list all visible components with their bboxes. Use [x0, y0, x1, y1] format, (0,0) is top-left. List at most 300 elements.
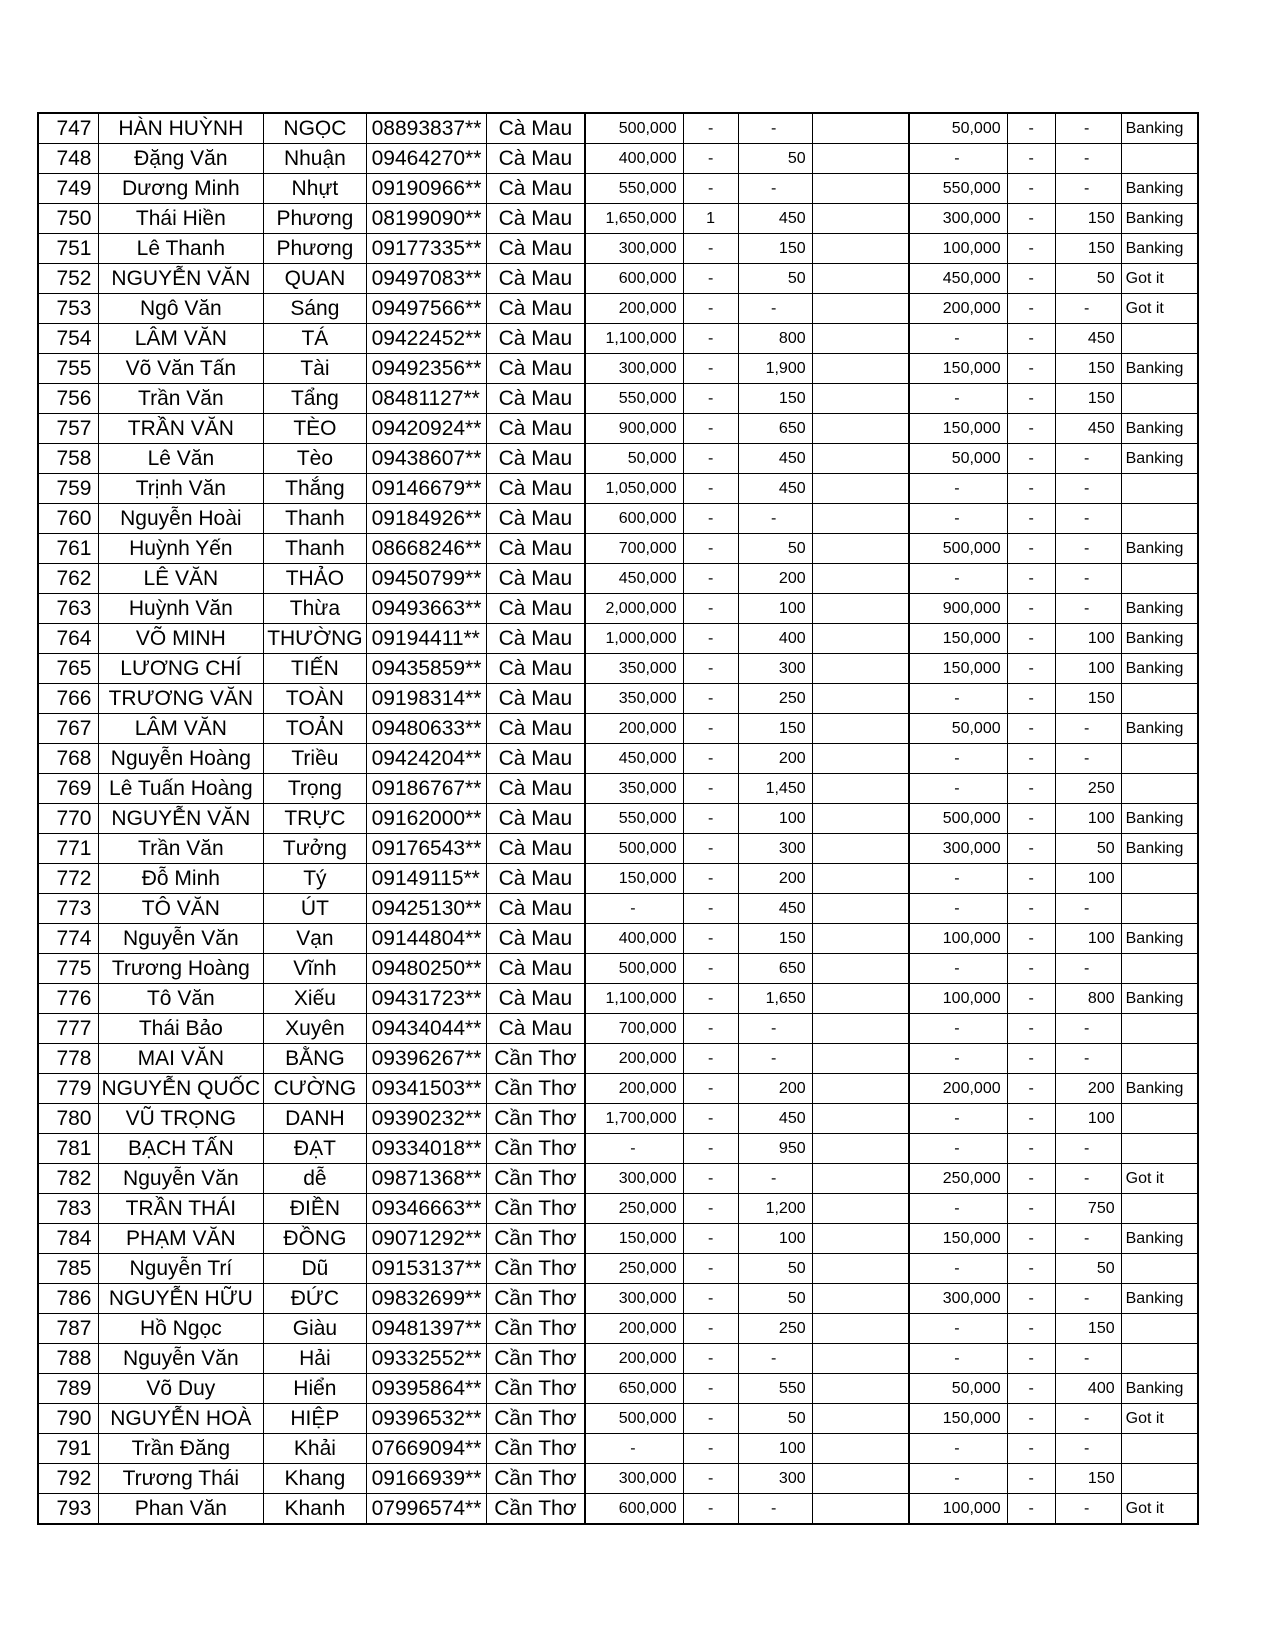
amount-1: 300,000 — [585, 354, 683, 384]
count-d: - — [1007, 414, 1055, 444]
count-b: 250 — [738, 1314, 812, 1344]
province: Cà Mau — [486, 714, 585, 744]
payment-status: Banking — [1121, 534, 1198, 564]
note-cell — [812, 504, 909, 534]
amount-2: 50,000 — [909, 714, 1007, 744]
count-d: - — [1007, 654, 1055, 684]
payment-status: Banking — [1121, 834, 1198, 864]
family-name: NGUYỄN HOÀ — [98, 1404, 264, 1434]
row-number: 789 — [38, 1374, 98, 1404]
amount-1: 1,100,000 — [585, 984, 683, 1014]
amount-2: - — [909, 1434, 1007, 1464]
phone-number: 09390232** — [366, 1104, 486, 1134]
note-cell — [812, 234, 909, 264]
count-a: - — [683, 564, 738, 594]
given-name: Phương — [264, 234, 366, 264]
note-cell — [812, 1314, 909, 1344]
payment-status — [1121, 894, 1198, 924]
given-name: ĐIỀN — [264, 1194, 366, 1224]
phone-number: 09871368** — [366, 1164, 486, 1194]
payment-status — [1121, 1014, 1198, 1044]
family-name: VÕ MINH — [98, 624, 264, 654]
count-d: - — [1007, 564, 1055, 594]
count-b: 250 — [738, 684, 812, 714]
row-number: 757 — [38, 414, 98, 444]
count-e: - — [1055, 1224, 1121, 1254]
amount-2: - — [909, 744, 1007, 774]
count-e: - — [1055, 1434, 1121, 1464]
count-a: - — [683, 534, 738, 564]
table-row — [38, 654, 1198, 684]
family-name: MAI VĂN — [98, 1044, 264, 1074]
payment-status — [1121, 564, 1198, 594]
note-cell — [812, 564, 909, 594]
phone-number: 09425130** — [366, 894, 486, 924]
table-row — [38, 1014, 1198, 1044]
count-e: 150 — [1055, 1314, 1121, 1344]
given-name: Giàu — [264, 1314, 366, 1344]
family-name: TRƯƠNG VĂN — [98, 684, 264, 714]
note-cell — [812, 174, 909, 204]
count-e: - — [1055, 1344, 1121, 1374]
count-d: - — [1007, 174, 1055, 204]
amount-2: 500,000 — [909, 804, 1007, 834]
amount-1: 550,000 — [585, 804, 683, 834]
count-e: 50 — [1055, 264, 1121, 294]
province: Cà Mau — [486, 804, 585, 834]
phone-number: 09480250** — [366, 954, 486, 984]
amount-2: - — [909, 1134, 1007, 1164]
payment-status: Banking — [1121, 1374, 1198, 1404]
given-name: Phương — [264, 204, 366, 234]
row-number: 785 — [38, 1254, 98, 1284]
table-row — [38, 414, 1198, 444]
given-name: ĐỨC — [264, 1284, 366, 1314]
amount-2: - — [909, 954, 1007, 984]
note-cell — [812, 384, 909, 414]
row-number: 790 — [38, 1404, 98, 1434]
table-row — [38, 1224, 1198, 1254]
count-d: - — [1007, 474, 1055, 504]
count-a: - — [683, 1044, 738, 1074]
count-d: - — [1007, 894, 1055, 924]
amount-1: 700,000 — [585, 1014, 683, 1044]
payment-status: Banking — [1121, 354, 1198, 384]
count-e: 800 — [1055, 984, 1121, 1014]
phone-number: 09071292** — [366, 1224, 486, 1254]
row-number: 783 — [38, 1194, 98, 1224]
amount-2: - — [909, 324, 1007, 354]
province: Cần Thơ — [486, 1404, 585, 1434]
table-row — [38, 834, 1198, 864]
amount-2: 300,000 — [909, 204, 1007, 234]
row-number: 769 — [38, 774, 98, 804]
province: Cà Mau — [486, 294, 585, 324]
given-name: HIỆP — [264, 1404, 366, 1434]
given-name: Hiển — [264, 1374, 366, 1404]
phone-number: 07669094** — [366, 1434, 486, 1464]
note-cell — [812, 1494, 909, 1525]
count-e: - — [1055, 444, 1121, 474]
data-table — [37, 112, 1199, 1525]
province: Cần Thơ — [486, 1134, 585, 1164]
payment-status: Banking — [1121, 113, 1198, 144]
phone-number: 09420924** — [366, 414, 486, 444]
count-b: 150 — [738, 384, 812, 414]
phone-number: 09149115** — [366, 864, 486, 894]
family-name: Hồ Ngọc — [98, 1314, 264, 1344]
amount-2: - — [909, 684, 1007, 714]
amount-1: 300,000 — [585, 1284, 683, 1314]
count-d: - — [1007, 354, 1055, 384]
row-number: 759 — [38, 474, 98, 504]
payment-status: Banking — [1121, 1284, 1198, 1314]
province: Cà Mau — [486, 864, 585, 894]
note-cell — [812, 354, 909, 384]
table-row — [38, 684, 1198, 714]
family-name: Trương Thái — [98, 1464, 264, 1494]
amount-1: 2,000,000 — [585, 594, 683, 624]
count-e: - — [1055, 474, 1121, 504]
phone-number: 09194411** — [366, 624, 486, 654]
note-cell — [812, 1134, 909, 1164]
family-name: VŨ TRỌNG — [98, 1104, 264, 1134]
row-number: 747 — [38, 113, 98, 144]
row-number: 756 — [38, 384, 98, 414]
family-name: Trần Đăng — [98, 1434, 264, 1464]
phone-number: 09497566** — [366, 294, 486, 324]
table-row — [38, 1374, 1198, 1404]
note-cell — [812, 744, 909, 774]
payment-status — [1121, 744, 1198, 774]
amount-2: 100,000 — [909, 1494, 1007, 1525]
given-name: Nhuận — [264, 144, 366, 174]
phone-number: 09177335** — [366, 234, 486, 264]
count-d: - — [1007, 384, 1055, 414]
count-b: - — [738, 174, 812, 204]
amount-2: 50,000 — [909, 444, 1007, 474]
payment-status: Got it — [1121, 294, 1198, 324]
province: Cà Mau — [486, 984, 585, 1014]
phone-number: 09493663** — [366, 594, 486, 624]
count-b: 200 — [738, 1074, 812, 1104]
table-row — [38, 504, 1198, 534]
family-name: Lê Thanh — [98, 234, 264, 264]
row-number: 752 — [38, 264, 98, 294]
amount-1: 150,000 — [585, 1224, 683, 1254]
row-number: 754 — [38, 324, 98, 354]
payment-status: Banking — [1121, 444, 1198, 474]
amount-1: 300,000 — [585, 1464, 683, 1494]
count-e: 50 — [1055, 834, 1121, 864]
note-cell — [812, 204, 909, 234]
count-d: - — [1007, 1314, 1055, 1344]
phone-number: 09480633** — [366, 714, 486, 744]
count-d: - — [1007, 624, 1055, 654]
table-row — [38, 144, 1198, 174]
table-row — [38, 384, 1198, 414]
count-b: 950 — [738, 1134, 812, 1164]
note-cell — [812, 594, 909, 624]
count-d: - — [1007, 1494, 1055, 1525]
count-a: - — [683, 834, 738, 864]
note-cell — [812, 834, 909, 864]
given-name: DANH — [264, 1104, 366, 1134]
row-number: 784 — [38, 1224, 98, 1254]
phone-number: 09464270** — [366, 144, 486, 174]
phone-number: 09434044** — [366, 1014, 486, 1044]
amount-2: - — [909, 894, 1007, 924]
province: Cà Mau — [486, 774, 585, 804]
family-name: TRẦN VĂN — [98, 414, 264, 444]
count-b: 50 — [738, 264, 812, 294]
phone-number: 09341503** — [366, 1074, 486, 1104]
count-b: 100 — [738, 594, 812, 624]
amount-1: 400,000 — [585, 144, 683, 174]
phone-number: 09166939** — [366, 1464, 486, 1494]
amount-1: 200,000 — [585, 1074, 683, 1104]
given-name: Thanh — [264, 504, 366, 534]
table-row — [38, 564, 1198, 594]
table-row — [38, 113, 1198, 144]
note-cell — [812, 144, 909, 174]
row-number: 758 — [38, 444, 98, 474]
note-cell — [812, 1194, 909, 1224]
payment-status: Got it — [1121, 1494, 1198, 1525]
row-number: 792 — [38, 1464, 98, 1494]
note-cell — [812, 1284, 909, 1314]
table-row — [38, 354, 1198, 384]
phone-number: 09396532** — [366, 1404, 486, 1434]
count-b: 650 — [738, 414, 812, 444]
count-d: - — [1007, 954, 1055, 984]
table-row — [38, 594, 1198, 624]
count-a: - — [683, 414, 738, 444]
amount-2: - — [909, 1344, 1007, 1374]
row-number: 775 — [38, 954, 98, 984]
table-row — [38, 1404, 1198, 1434]
amount-2: - — [909, 384, 1007, 414]
amount-2: - — [909, 1464, 1007, 1494]
given-name: THƯỜNG — [264, 624, 366, 654]
count-b: 50 — [738, 534, 812, 564]
count-a: - — [683, 444, 738, 474]
family-name: NGUYỄN HỮU — [98, 1284, 264, 1314]
amount-2: - — [909, 144, 1007, 174]
count-b: 1,650 — [738, 984, 812, 1014]
amount-1: 150,000 — [585, 864, 683, 894]
amount-2: - — [909, 1044, 1007, 1074]
count-d: - — [1007, 1164, 1055, 1194]
family-name: Phan Văn — [98, 1494, 264, 1525]
count-e: - — [1055, 174, 1121, 204]
table-row — [38, 1464, 1198, 1494]
row-number: 767 — [38, 714, 98, 744]
given-name: TÁ — [264, 324, 366, 354]
given-name: Triều — [264, 744, 366, 774]
payment-status: Banking — [1121, 1224, 1198, 1254]
given-name: dễ — [264, 1164, 366, 1194]
count-d: - — [1007, 714, 1055, 744]
amount-1: 200,000 — [585, 714, 683, 744]
row-number: 786 — [38, 1284, 98, 1314]
province: Cần Thơ — [486, 1164, 585, 1194]
amount-1: 350,000 — [585, 654, 683, 684]
given-name: Trọng — [264, 774, 366, 804]
count-e: - — [1055, 1044, 1121, 1074]
province: Cà Mau — [486, 894, 585, 924]
count-a: - — [683, 804, 738, 834]
phone-number: 08893837** — [366, 113, 486, 144]
count-b: 1,450 — [738, 774, 812, 804]
payment-status — [1121, 1434, 1198, 1464]
family-name: Lê Văn — [98, 444, 264, 474]
table-row — [38, 1164, 1198, 1194]
count-b: 800 — [738, 324, 812, 354]
phone-number: 09424204** — [366, 744, 486, 774]
amount-2: 150,000 — [909, 1404, 1007, 1434]
amount-1: 50,000 — [585, 444, 683, 474]
amount-2: 900,000 — [909, 594, 1007, 624]
amount-1: 700,000 — [585, 534, 683, 564]
row-number: 791 — [38, 1434, 98, 1464]
count-b: - — [738, 1164, 812, 1194]
row-number: 764 — [38, 624, 98, 654]
province: Cà Mau — [486, 414, 585, 444]
table-row — [38, 234, 1198, 264]
amount-2: 500,000 — [909, 534, 1007, 564]
family-name: Đỗ Minh — [98, 864, 264, 894]
count-d: - — [1007, 264, 1055, 294]
phone-number: 09435859** — [366, 654, 486, 684]
count-a: - — [683, 744, 738, 774]
province: Cần Thơ — [486, 1194, 585, 1224]
count-b: 1,900 — [738, 354, 812, 384]
payment-status: Banking — [1121, 174, 1198, 204]
family-name: Trần Văn — [98, 384, 264, 414]
count-d: - — [1007, 324, 1055, 354]
province: Cà Mau — [486, 954, 585, 984]
family-name: PHẠM VĂN — [98, 1224, 264, 1254]
payment-status — [1121, 684, 1198, 714]
table-row — [38, 984, 1198, 1014]
family-name: Nguyễn Văn — [98, 1344, 264, 1374]
province: Cà Mau — [486, 564, 585, 594]
family-name: Dương Minh — [98, 174, 264, 204]
count-d: - — [1007, 1434, 1055, 1464]
count-d: - — [1007, 684, 1055, 714]
family-name: Nguyễn Văn — [98, 924, 264, 954]
phone-number: 09450799** — [366, 564, 486, 594]
family-name: Lê Tuấn Hoàng — [98, 774, 264, 804]
given-name: Thừa — [264, 594, 366, 624]
given-name: Xuyên — [264, 1014, 366, 1044]
count-d: - — [1007, 294, 1055, 324]
note-cell — [812, 984, 909, 1014]
note-cell — [812, 1374, 909, 1404]
amount-2: 150,000 — [909, 624, 1007, 654]
phone-number: 09184926** — [366, 504, 486, 534]
count-a: - — [683, 504, 738, 534]
count-e: - — [1055, 1014, 1121, 1044]
given-name: TRỰC — [264, 804, 366, 834]
count-b: 450 — [738, 894, 812, 924]
table-row — [38, 894, 1198, 924]
given-name: Tý — [264, 864, 366, 894]
amount-2: 50,000 — [909, 1374, 1007, 1404]
payment-status: Banking — [1121, 924, 1198, 954]
count-b: 450 — [738, 204, 812, 234]
note-cell — [812, 1254, 909, 1284]
count-e: - — [1055, 113, 1121, 144]
note-cell — [812, 1014, 909, 1044]
count-a: - — [683, 1164, 738, 1194]
amount-1: 500,000 — [585, 1404, 683, 1434]
phone-number: 09438607** — [366, 444, 486, 474]
amount-1: 1,050,000 — [585, 474, 683, 504]
row-number: 770 — [38, 804, 98, 834]
payment-status: Banking — [1121, 804, 1198, 834]
province: Cà Mau — [486, 444, 585, 474]
count-e: 150 — [1055, 354, 1121, 384]
amount-1: 350,000 — [585, 774, 683, 804]
count-e: - — [1055, 744, 1121, 774]
count-a: - — [683, 174, 738, 204]
amount-1: 500,000 — [585, 834, 683, 864]
note-cell — [812, 534, 909, 564]
given-name: Xiếu — [264, 984, 366, 1014]
given-name: Vạn — [264, 924, 366, 954]
amount-1: 550,000 — [585, 174, 683, 204]
count-a: - — [683, 984, 738, 1014]
row-number: 748 — [38, 144, 98, 174]
family-name: Đặng Văn — [98, 144, 264, 174]
province: Cà Mau — [486, 684, 585, 714]
family-name: Võ Văn Tấn — [98, 354, 264, 384]
province: Cần Thơ — [486, 1374, 585, 1404]
count-e: 400 — [1055, 1374, 1121, 1404]
payment-status: Got it — [1121, 1404, 1198, 1434]
count-e: 100 — [1055, 1104, 1121, 1134]
payment-status — [1121, 504, 1198, 534]
amount-2: - — [909, 1194, 1007, 1224]
family-name: Trần Văn — [98, 834, 264, 864]
count-a: - — [683, 684, 738, 714]
count-b: 1,200 — [738, 1194, 812, 1224]
given-name: Khải — [264, 1434, 366, 1464]
count-d: - — [1007, 1464, 1055, 1494]
given-name: Sáng — [264, 294, 366, 324]
note-cell — [812, 1404, 909, 1434]
family-name: TÔ VĂN — [98, 894, 264, 924]
family-name: LÂM VĂN — [98, 324, 264, 354]
count-e: - — [1055, 294, 1121, 324]
count-d: - — [1007, 144, 1055, 174]
province: Cà Mau — [486, 264, 585, 294]
family-name: Ngô Văn — [98, 294, 264, 324]
payment-status — [1121, 1314, 1198, 1344]
table-row — [38, 1314, 1198, 1344]
amount-1: 1,650,000 — [585, 204, 683, 234]
province: Cà Mau — [486, 174, 585, 204]
table-row — [38, 804, 1198, 834]
amount-1: 1,700,000 — [585, 1104, 683, 1134]
count-b: 100 — [738, 804, 812, 834]
count-e: 100 — [1055, 624, 1121, 654]
count-b: 400 — [738, 624, 812, 654]
note-cell — [812, 1164, 909, 1194]
count-d: - — [1007, 864, 1055, 894]
